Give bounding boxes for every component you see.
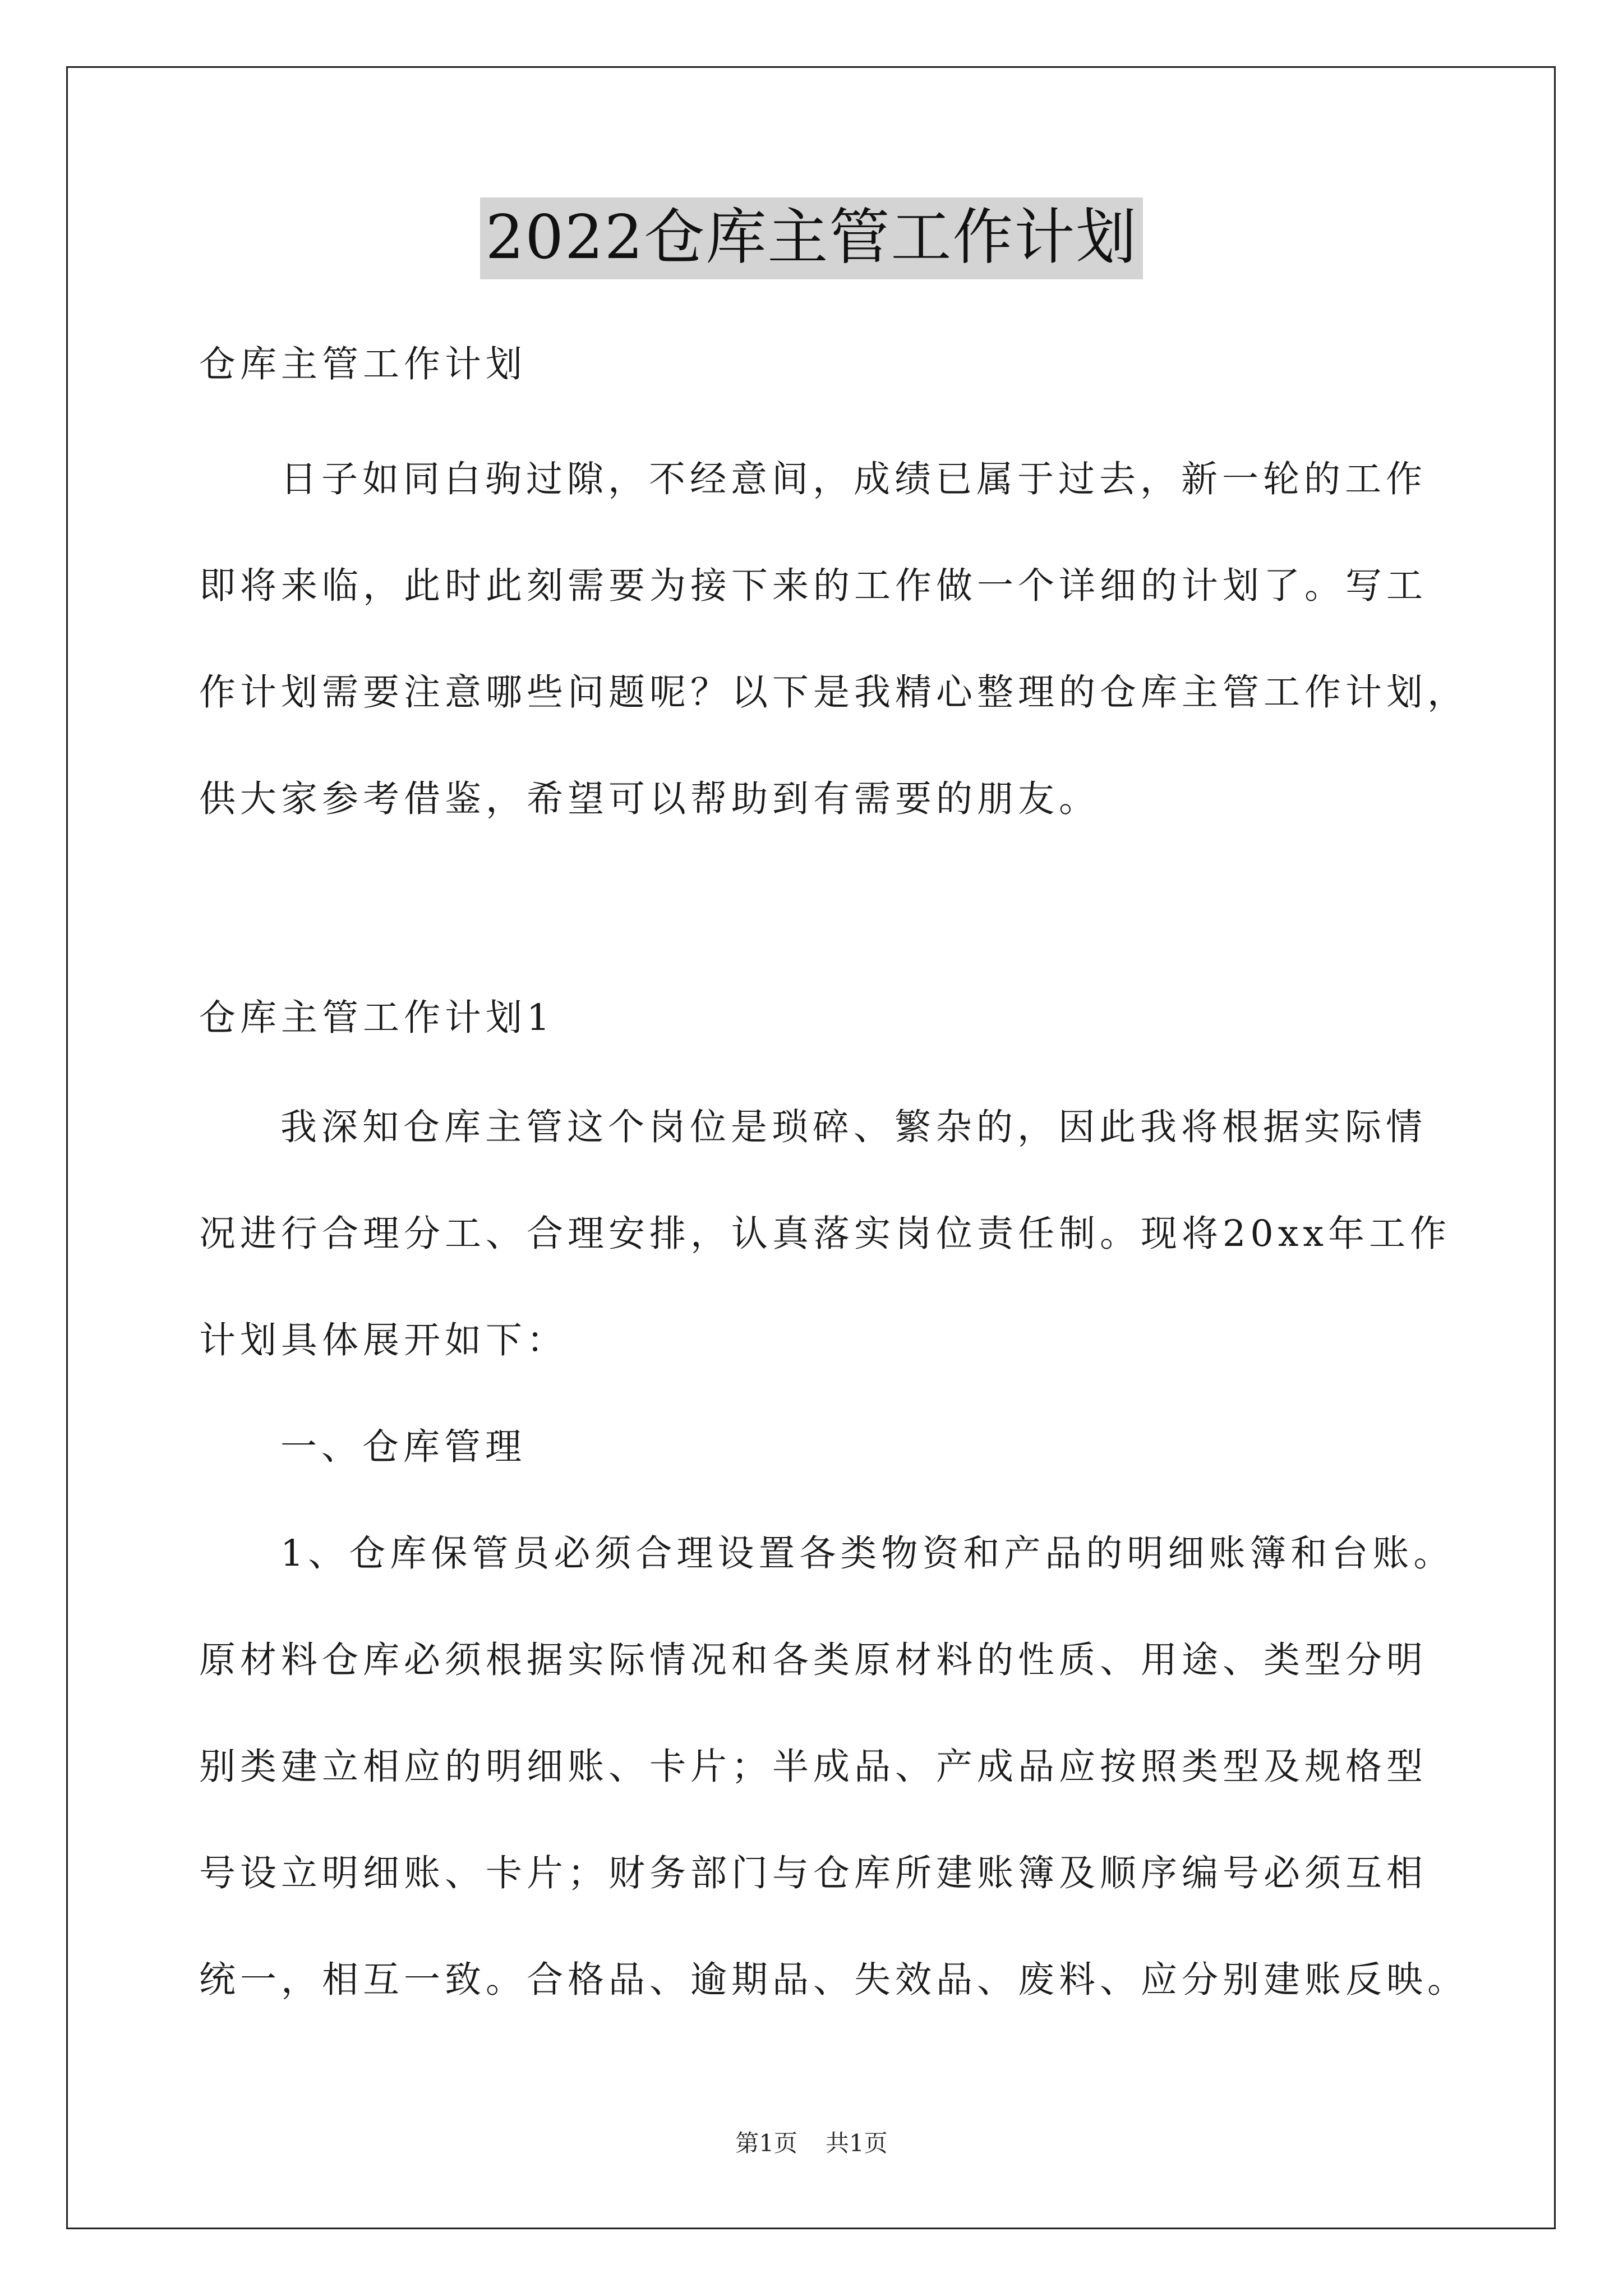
- page-number-current: 第1页: [735, 2129, 797, 2157]
- paragraph-line: 供大家参考借鉴，希望可以帮助到有需要的朋友。: [199, 778, 1100, 820]
- paragraph-line: 况进行合理分工、合理安排，认真落实岗位责任制。现将20xx年工作: [199, 1213, 1451, 1255]
- paragraph-line: 我深知仓库主管这个岗位是琐碎、繁杂的，因此我将根据实际情: [280, 1106, 1427, 1148]
- page-number-total: 共1页: [826, 2129, 888, 2157]
- paragraph-line: 1、仓库保管员必须合理设置各类物资和产品的明细账簿和台账。: [280, 1533, 1455, 1575]
- paragraph-line: 作计划需要注意哪些问题呢？以下是我精心整理的仓库主管工作计划，: [199, 671, 1469, 714]
- paragraph-line: 原材料仓库必须根据实际情况和各类原材料的性质、用途、类型分明: [199, 1639, 1428, 1681]
- paragraph-line: 别类建立相应的明细账、卡片；半成品、产成品应按照类型及规格型: [199, 1746, 1428, 1788]
- page-footer: [0, 2125, 1623, 2159]
- paragraph-line: 统一，相互一致。合格品、逾期品、失效品、废料、应分别建账反映。: [199, 1959, 1469, 2001]
- paragraph-line: 号设立明细账、卡片；财务部门与仓库所建账簿及顺序编号必须互相: [199, 1852, 1428, 1894]
- subsection-heading: 一、仓库管理: [280, 1426, 527, 1468]
- subtitle-line: 仓库主管工作计划: [199, 343, 527, 385]
- document-title-text: 2022仓库主管工作计划: [480, 197, 1144, 279]
- document-title: [0, 197, 1623, 279]
- paragraph-line: 计划具体展开如下：: [199, 1319, 568, 1361]
- section-heading: 仓库主管工作计划1: [199, 997, 555, 1039]
- paragraph-line: 日子如同白驹过隙，不经意间，成绩已属于过去，新一轮的工作: [280, 458, 1427, 500]
- paragraph-line: 即将来临，此时此刻需要为接下来的工作做一个详细的计划了。写工: [199, 565, 1428, 607]
